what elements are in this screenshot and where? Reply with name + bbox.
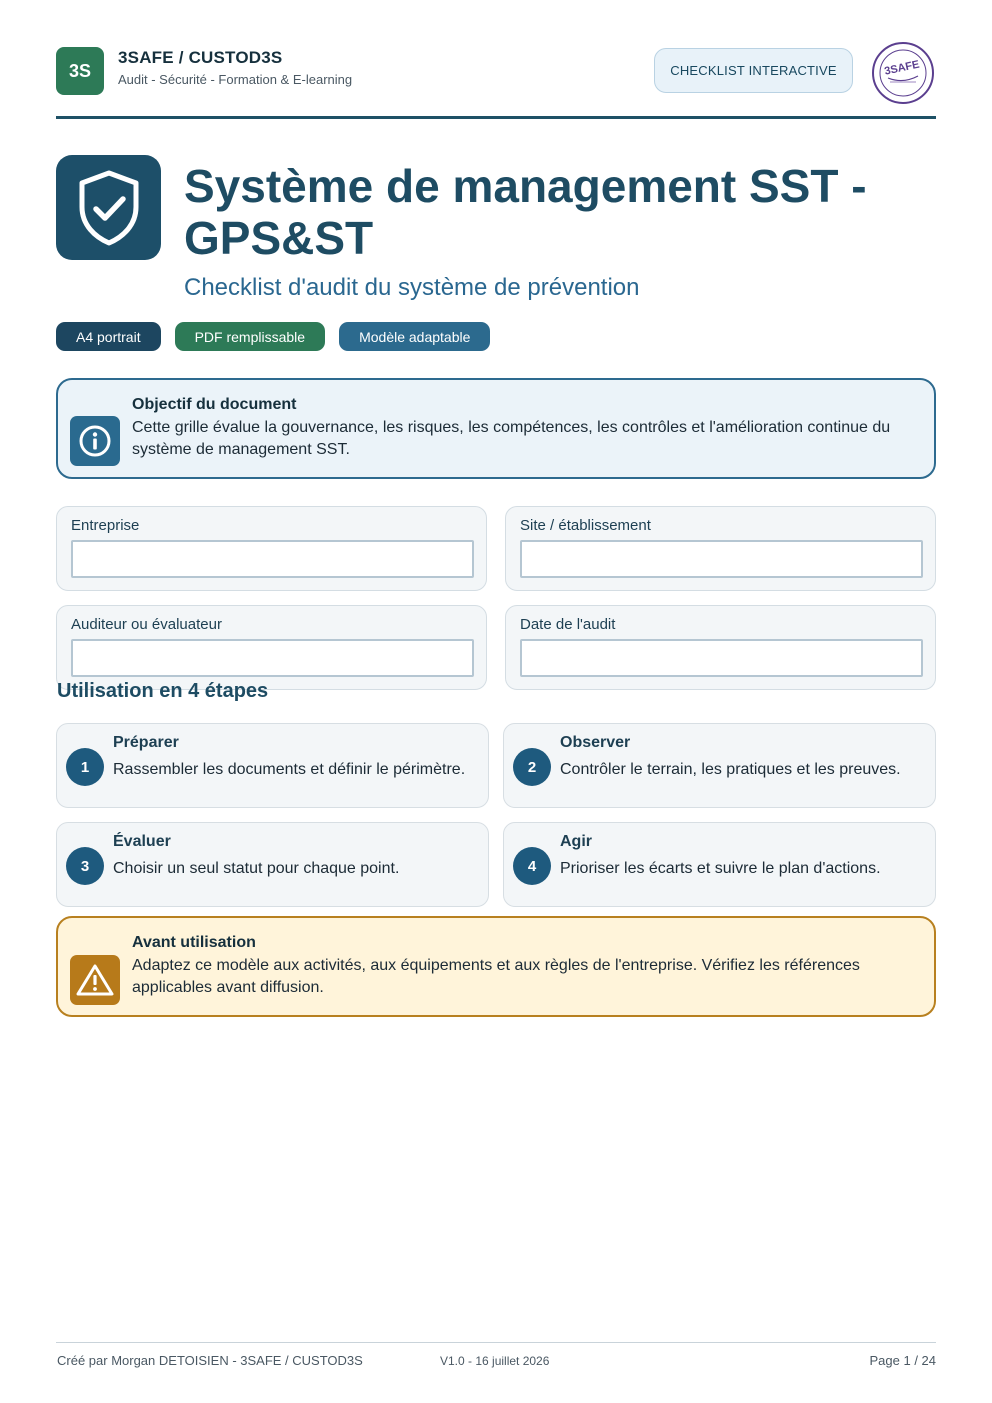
footer-version: V1.0 - 16 juillet 2026 <box>440 1354 550 1368</box>
step-number: 2 <box>513 748 551 786</box>
field-audit-date <box>505 605 936 690</box>
field-site-label: Site / établissement <box>520 517 651 534</box>
brand-tagline: Audit - Sécurité - Formation & E-learning <box>118 72 353 87</box>
tag-list <box>56 322 490 351</box>
step-card <box>503 822 936 907</box>
tag-fillable: PDF remplissable <box>175 322 325 351</box>
objective-callout <box>56 378 936 479</box>
field-audit-date-label: Date de l'audit <box>520 616 616 633</box>
field-site <box>505 506 936 591</box>
step-title: Évaluer <box>113 833 171 850</box>
step-text: Prioriser les écarts et suivre le plan d'actions. <box>560 860 881 877</box>
steps-heading: Utilisation en 4 étapes <box>57 680 269 702</box>
site-input[interactable] <box>520 540 923 578</box>
brand-logo: 3S <box>56 47 104 95</box>
company-input[interactable] <box>71 540 474 578</box>
warning-callout <box>56 916 936 1017</box>
step-title: Agir <box>560 833 592 850</box>
info-icon <box>70 416 120 466</box>
svg-text:3SAFE: 3SAFE <box>883 58 921 78</box>
footer-author: Créé par Morgan DETOISIEN - 3SAFE / CUSTOD3S <box>57 1353 363 1368</box>
shield-check-icon <box>56 155 161 260</box>
page-title: Système de management SST - GPS&ST <box>184 160 867 264</box>
header-divider <box>56 116 936 119</box>
step-card <box>503 723 936 808</box>
field-company <box>56 506 487 591</box>
footer-page-number: Page 1 / 24 <box>869 1353 936 1368</box>
step-number: 4 <box>513 847 551 885</box>
step-title: Préparer <box>113 734 179 751</box>
auditor-input[interactable] <box>71 639 474 677</box>
objective-title: Objectif du document <box>132 396 297 413</box>
brand-name: 3SAFE / CUSTOD3S <box>118 48 283 67</box>
warning-icon <box>70 955 120 1005</box>
checklist-badge: CHECKLIST INTERACTIVE <box>654 48 853 93</box>
footer-divider <box>56 1342 936 1343</box>
step-number: 3 <box>66 847 104 885</box>
field-auditor-label: Auditeur ou évaluateur <box>71 616 222 633</box>
tag-format: A4 portrait <box>56 322 161 351</box>
page-subtitle: Checklist d'audit du système de prévention <box>184 274 640 301</box>
warning-text: Adaptez ce modèle aux activités, aux équipements et aux règles de l'entreprise. Vérifiez les références applicables avant diffusion. <box>132 957 860 996</box>
step-title: Observer <box>560 734 631 751</box>
audit-date-input[interactable] <box>520 639 923 677</box>
seal-stamp-icon <box>870 40 936 106</box>
objective-text: Cette grille évalue la gouvernance, les risques, les compétences, les contrôles et l'amélioration continue du système de management SST. <box>132 419 891 458</box>
step-text: Rassembler les documents et définir le périmètre. <box>113 761 466 778</box>
step-card <box>56 822 489 907</box>
step-number: 1 <box>66 748 104 786</box>
step-card <box>56 723 489 808</box>
warning-title: Avant utilisation <box>132 934 256 951</box>
tag-adaptable: Modèle adaptable <box>339 322 490 351</box>
step-text: Contrôler le terrain, les pratiques et les preuves. <box>560 761 901 778</box>
step-text: Choisir un seul statut pour chaque point. <box>113 860 400 877</box>
field-company-label: Entreprise <box>71 517 140 534</box>
field-auditor <box>56 605 487 690</box>
